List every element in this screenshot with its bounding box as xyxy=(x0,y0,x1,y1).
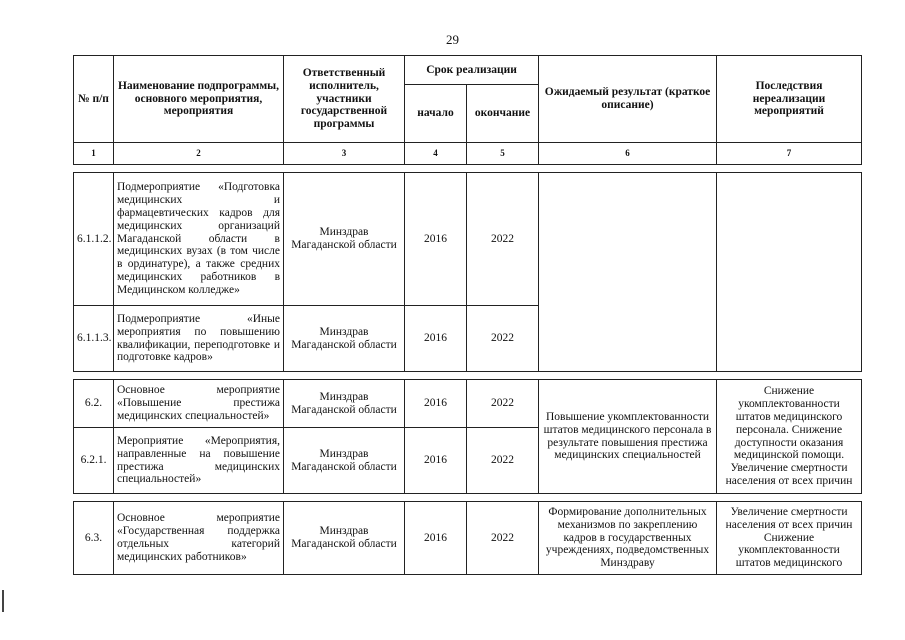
header-result: Ожидаемый результат (краткое описание) xyxy=(539,56,717,143)
row-number: 6.2. xyxy=(74,380,114,428)
row-name: Основное мероприятие «Повышение престижа медицинских специальностей» xyxy=(114,380,284,428)
row-end: 2022 xyxy=(467,173,539,306)
column-number: 2 xyxy=(114,143,284,165)
program-table xyxy=(73,55,862,575)
row-number: 6.1.1.3. xyxy=(74,306,114,372)
header-consequences: Последствия нереализации мероприятий xyxy=(717,56,862,143)
row-result: Формирование дополнительных механизмов по закреплению кадров в государственных учреждениях, подведомственных Минздраву xyxy=(539,502,717,575)
row-result-empty xyxy=(539,173,717,372)
column-number: 5 xyxy=(467,143,539,165)
row-number: 6.1.1.2. xyxy=(74,173,114,306)
table-row xyxy=(74,173,862,306)
column-number-row xyxy=(74,143,862,165)
row-start: 2016 xyxy=(405,380,467,428)
row-executor: Минздрав Магаданской области xyxy=(284,380,405,428)
header-start: начало xyxy=(405,85,467,143)
row-name: Подмероприятие «Подготовка медицинских и фармацевтических кадров для медицинских организаций Магаданской области в медицинских вузах (в том числе в ординатуре), а также средних медицинских работников в Медицинском колледже» xyxy=(114,173,284,306)
row-name: Мероприятие «Мероприятия, направленные на повышение престижа медицинских специальностей» xyxy=(114,428,284,494)
row-executor: Минздрав Магаданской области xyxy=(284,306,405,372)
header-name: Наименование подпрограммы, основного мероприятия, мероприятия xyxy=(114,56,284,143)
column-number: 6 xyxy=(539,143,717,165)
column-number: 3 xyxy=(284,143,405,165)
table-row xyxy=(74,380,862,428)
row-end: 2022 xyxy=(467,380,539,428)
header-period: Срок реализации xyxy=(405,56,539,85)
column-number: 1 xyxy=(74,143,114,165)
row-start: 2016 xyxy=(405,173,467,306)
row-name: Основное мероприятие «Государственная поддержка отдельных категорий медицинских работников» xyxy=(114,502,284,575)
row-end: 2022 xyxy=(467,306,539,372)
column-number: 4 xyxy=(405,143,467,165)
row-end: 2022 xyxy=(467,502,539,575)
row-start: 2016 xyxy=(405,306,467,372)
header-number: № п/п xyxy=(74,56,114,143)
table-row xyxy=(74,502,862,575)
column-number: 7 xyxy=(717,143,862,165)
row-result: Повышение укомплектованности штатов медицинского персонала в результате повышения престижа медицинских специальностей xyxy=(539,380,717,494)
row-consequence: Увеличение смертности населения от всех причин Снижение укомплектованности штатов медицинского xyxy=(717,502,862,575)
row-end: 2022 xyxy=(467,428,539,494)
row-start: 2016 xyxy=(405,428,467,494)
row-consequence: Снижение укомплектованности штатов медицинского персонала. Снижение доступности оказания медицинской помощи. Увеличение смертности населения от всех причин xyxy=(717,380,862,494)
row-consequence-empty xyxy=(717,173,862,372)
row-start: 2016 xyxy=(405,502,467,575)
scan-edge-mark xyxy=(2,590,4,612)
header-executor: Ответственный исполнитель, участники государственной программы xyxy=(284,56,405,143)
row-executor: Минздрав Магаданской области xyxy=(284,428,405,494)
row-executor: Минздрав Магаданской области xyxy=(284,173,405,306)
row-name: Подмероприятие «Иные мероприятия по повышению квалификации, переподготовке и подготовке кадров» xyxy=(114,306,284,372)
row-number: 6.2.1. xyxy=(74,428,114,494)
header-end: окончание xyxy=(467,85,539,143)
page-number: 29 xyxy=(446,32,459,47)
row-number: 6.3. xyxy=(74,502,114,575)
row-executor: Минздрав Магаданской области xyxy=(284,502,405,575)
